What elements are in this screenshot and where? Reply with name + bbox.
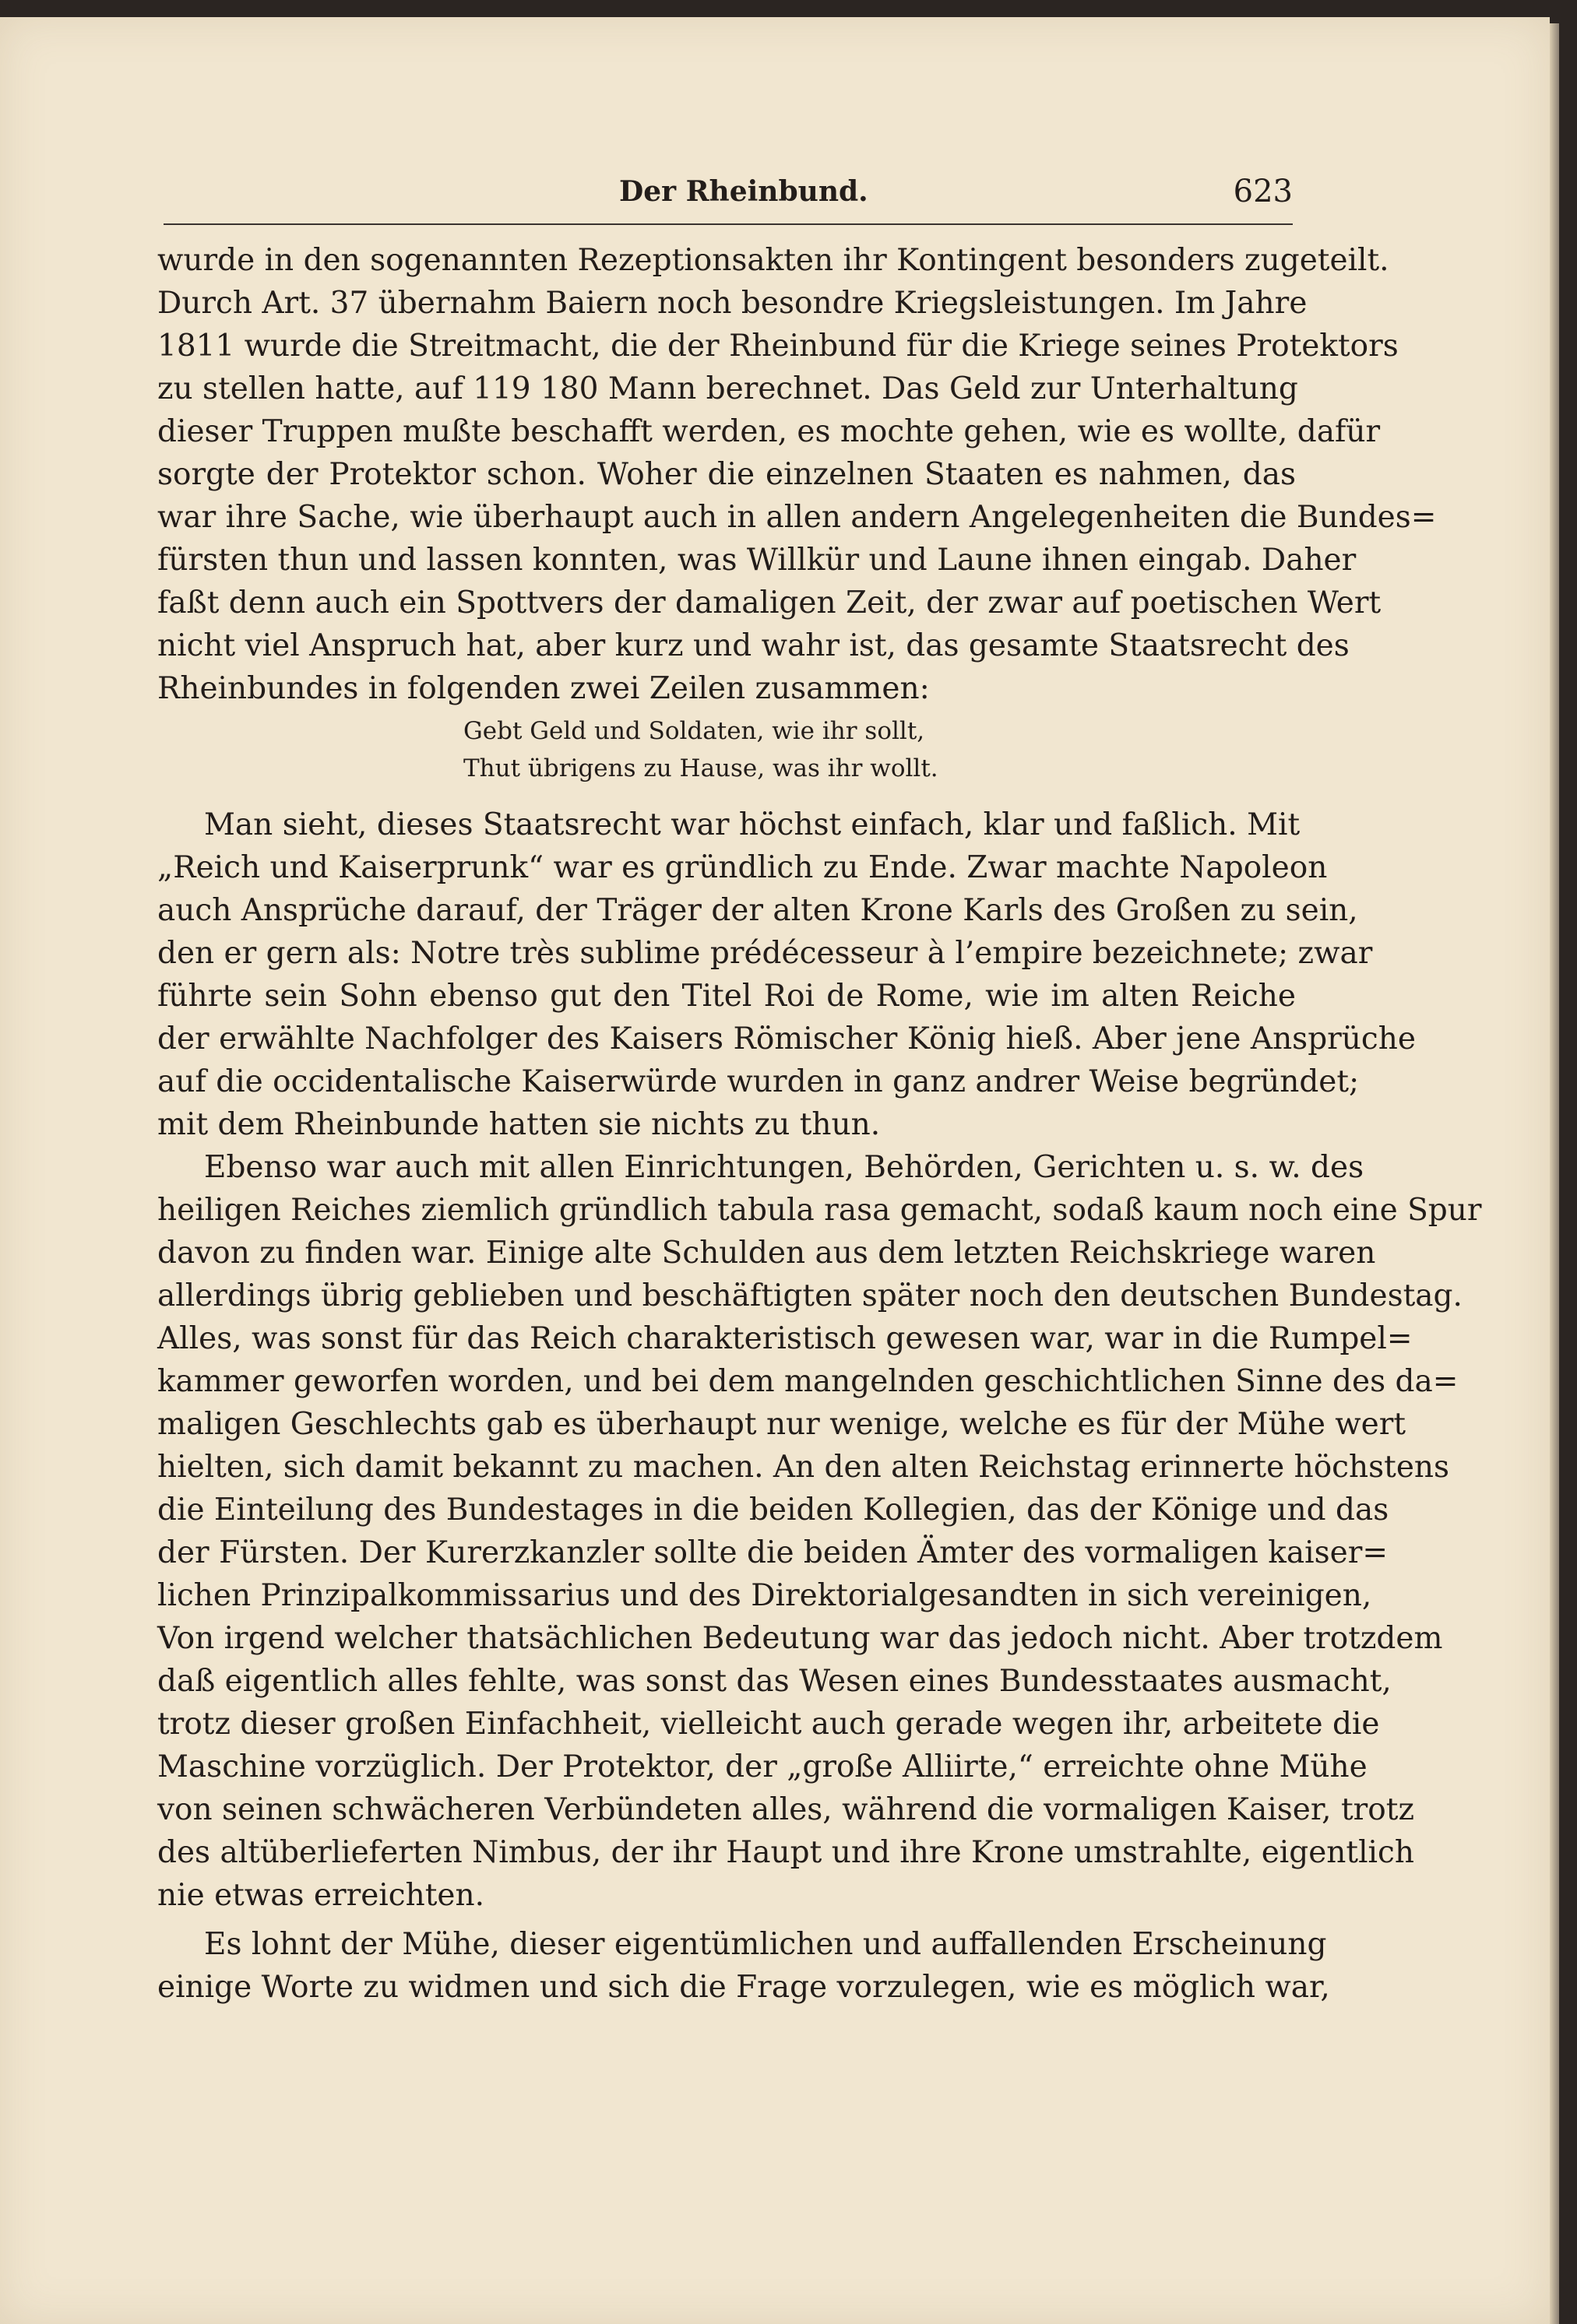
- text-line: faßt denn auch ein Spottvers der damaligen Zeit, der zwar auf poetischen Wert: [157, 585, 1382, 621]
- text-line: auf die occidentalische Kaiserwürde wurden in ganz andrer Weise begründet;: [157, 1064, 1360, 1099]
- text-line: führte sein Sohn ebenso gut den Titel Roi de Rome, wie im alten Reiche: [157, 979, 1296, 1014]
- text-line: mit dem Rheinbunde hatten sie nichts zu thun.: [157, 1107, 881, 1142]
- text-line: kammer geworfen worden, und bei dem mangelnden geschichtlichen Sinne des da=: [157, 1364, 1459, 1399]
- text-line: davon zu finden war. Einige alte Schulden aus dem letzten Reichskriege waren: [157, 1236, 1376, 1271]
- paragraph-1: [157, 239, 1437, 710]
- text-line: wurde in den sogenannten Rezeptionsakten ihr Kontingent besonders zugeteilt.: [157, 243, 1389, 278]
- page-number: 623: [1233, 174, 1293, 209]
- text-line: der Fürsten. Der Kurerzkanzler sollte die beiden Ämter des vormaligen kaiser=: [157, 1535, 1389, 1570]
- text-line: trotz dieser großen Einfachheit, vielleicht auch gerade wegen ihr, arbeitete die: [157, 1707, 1380, 1742]
- text-line: Maschine vorzüglich. Der Protektor, der „große Alliirte,“ erreichte ohne Mühe: [157, 1749, 1368, 1784]
- page-edge: [1550, 23, 1559, 2324]
- text-line: fürsten thun und lassen konnten, was Willkür und Laune ihnen eingab. Daher: [157, 543, 1357, 578]
- text-line: maligen Geschlechts gab es überhaupt nur wenige, welche es für der Mühe wert: [157, 1407, 1406, 1442]
- text-line: einige Worte zu widmen und sich die Frage vorzulegen, wie es möglich war,: [157, 1970, 1330, 2005]
- paragraph-3: [157, 1146, 1482, 1917]
- text-line: heiligen Reiches ziemlich gründlich tabula rasa gemacht, sodaß kaum noch eine Spur: [157, 1193, 1482, 1228]
- text-line: war ihre Sache, wie überhaupt auch in allen andern Angelegenheiten die Bundes=: [157, 500, 1437, 535]
- book-page: [0, 17, 1550, 2324]
- text-line: daß eigentlich alles fehlte, was sonst das Wesen eines Bundesstaates ausmacht,: [157, 1664, 1392, 1699]
- verse-line: Thut übrigens zu Hause, was ihr wollt.: [463, 754, 938, 782]
- verse-quotation: [463, 712, 938, 787]
- text-line: hielten, sich damit bekannt zu machen. An den alten Reichstag erinnerte höchstens: [157, 1450, 1450, 1485]
- text-line: zu stellen hatte, auf 119 180 Mann berechnet. Das Geld zur Unterhaltung: [157, 371, 1298, 406]
- paragraph-2: [157, 803, 1416, 1146]
- text-line: Rheinbundes in folgenden zwei Zeilen zusammen:: [157, 671, 930, 706]
- text-line: Durch Art. 37 übernahm Baiern noch besondre Kriegsleistungen. Im Jahre: [157, 286, 1308, 321]
- text-line: von seinen schwächeren Verbündeten alles, während die vormaligen Kaiser, trotz: [157, 1792, 1414, 1827]
- running-header: [164, 169, 1293, 225]
- text-line: nicht viel Anspruch hat, aber kurz und wahr ist, das gesamte Staatsrecht des: [157, 628, 1350, 663]
- header-title: Der Rheinbund.: [619, 175, 868, 208]
- text-line: „Reich und Kaiserprunk“ war es gründlich zu Ende. Zwar machte Napoleon: [157, 850, 1328, 885]
- text-line: Ebenso war auch mit allen Einrichtungen, Behörden, Gerichten u. s. w. des: [204, 1150, 1364, 1185]
- text-line: den er gern als: Notre très sublime prédécesseur à l’empire bezeichnete; zwar: [157, 936, 1373, 971]
- text-line: Man sieht, dieses Staatsrecht war höchst einfach, klar und faßlich. Mit: [204, 807, 1301, 842]
- verse-line: Gebt Geld und Soldaten, wie ihr sollt,: [463, 717, 925, 745]
- text-line: sorgte der Protektor schon. Woher die einzelnen Staaten es nahmen, das: [157, 457, 1296, 492]
- paragraph-4: [157, 1923, 1330, 2009]
- text-line: Es lohnt der Mühe, dieser eigentümlichen und auffallenden Erscheinung: [204, 1927, 1327, 1962]
- text-line: lichen Prinzipalkommissarius und des Direktorialgesandten in sich vereinigen,: [157, 1578, 1372, 1613]
- text-line: dieser Truppen mußte beschafft werden, es mochte gehen, wie es wollte, dafür: [157, 414, 1381, 449]
- text-line: der erwählte Nachfolger des Kaisers Römischer König hieß. Aber jene Ansprüche: [157, 1021, 1416, 1057]
- text-line: 1811 wurde die Streitmacht, die der Rheinbund für die Kriege seines Protektors: [157, 329, 1399, 364]
- text-line: die Einteilung des Bundestages in die beiden Kollegien, das der Könige und das: [157, 1492, 1389, 1528]
- text-line: Alles, was sonst für das Reich charakteristisch gewesen war, war in die Rumpel=: [157, 1321, 1413, 1356]
- text-line: auch Ansprüche darauf, der Träger der alten Krone Karls des Großen zu sein,: [157, 893, 1358, 928]
- text-line: Von irgend welcher thatsächlichen Bedeutung war das jedoch nicht. Aber trotzdem: [157, 1621, 1443, 1656]
- text-line: allerdings übrig geblieben und beschäftigten später noch den deutschen Bundestag.: [157, 1278, 1463, 1313]
- text-line: des altüberlieferten Nimbus, der ihr Haupt und ihre Krone umstrahlte, eigentlich: [157, 1835, 1414, 1870]
- text-line: nie etwas erreichten.: [157, 1878, 485, 1913]
